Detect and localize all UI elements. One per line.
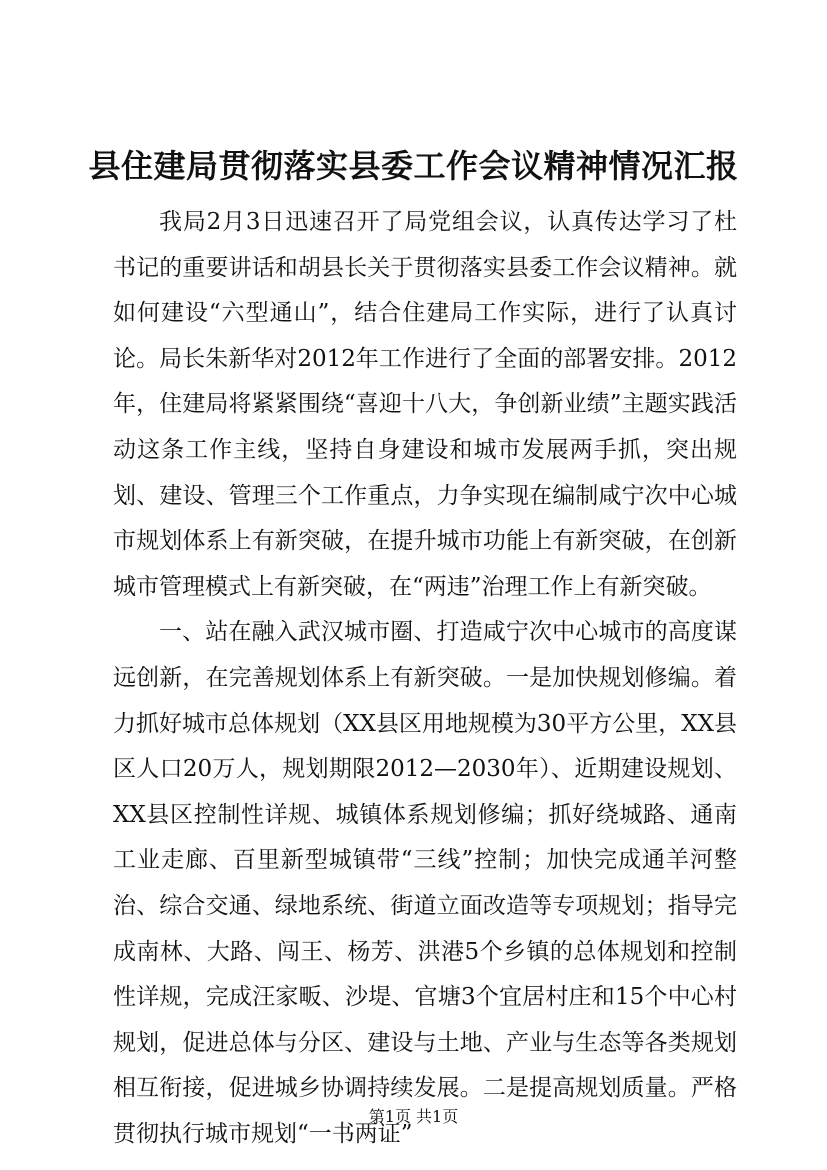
document-body — [113, 200, 737, 1157]
paragraph-intro: 我局2月3日迅速召开了局党组会议，认真传达学习了杜书记的重要讲话和胡县长关于贯彻落实县委工作会议精神。就如何建设“六型通山”，结合住建局工作实际，进行了认真讨论。局长朱新华对2012年工作进行了全面的部署安排。2012年，住建局将紧紧围绕“喜迎十八大，争创新业绩”主题实践活动这条工作主线，坚持自身建设和城市发展两手抓，突出规划、建设、管理三个工作重点，力争实现在编制咸宁次中心城市规划体系上有新突破，在提升城市功能上有新突破，在创新城市管理模式上有新突破，在“两违”治理工作上有新突破。 — [113, 209, 737, 600]
paragraph-section-one: 一、站在融入武汉城市圈、打造咸宁次中心城市的高度谋远创新，在完善规划体系上有新突破。一是加快规划修编。着力抓好城市总体规划（XX县区用地规模为30平方公里，XX县区人口20万人，规划期限2012—2030年）、近期建设规划、XX县区控制性详规、城镇体系规划修编；抓好绕城路、通南工业走廊、百里新型城镇带“三线”控制；加快完成通羊河整治、综合交通、绿地系统、街道立面改造等专项规划；指导完成南林、大路、闯王、杨芳、洪港5个乡镇的总体规划和控制性详规，完成汪家畈、沙堤、官塘3个宜居村庄和15个中心村规划，促进总体与分区、建设与土地、产业与生态等各类规划相互衔接，促进城乡协调持续发展。二是提高规划质量。严格贯彻执行城市规划“一书两证” — [113, 619, 737, 1147]
document-title: 县住建局贯彻落实县委工作会议精神情况汇报 — [88, 147, 739, 185]
page-footer: 第1页 共1页 — [368, 1107, 459, 1126]
